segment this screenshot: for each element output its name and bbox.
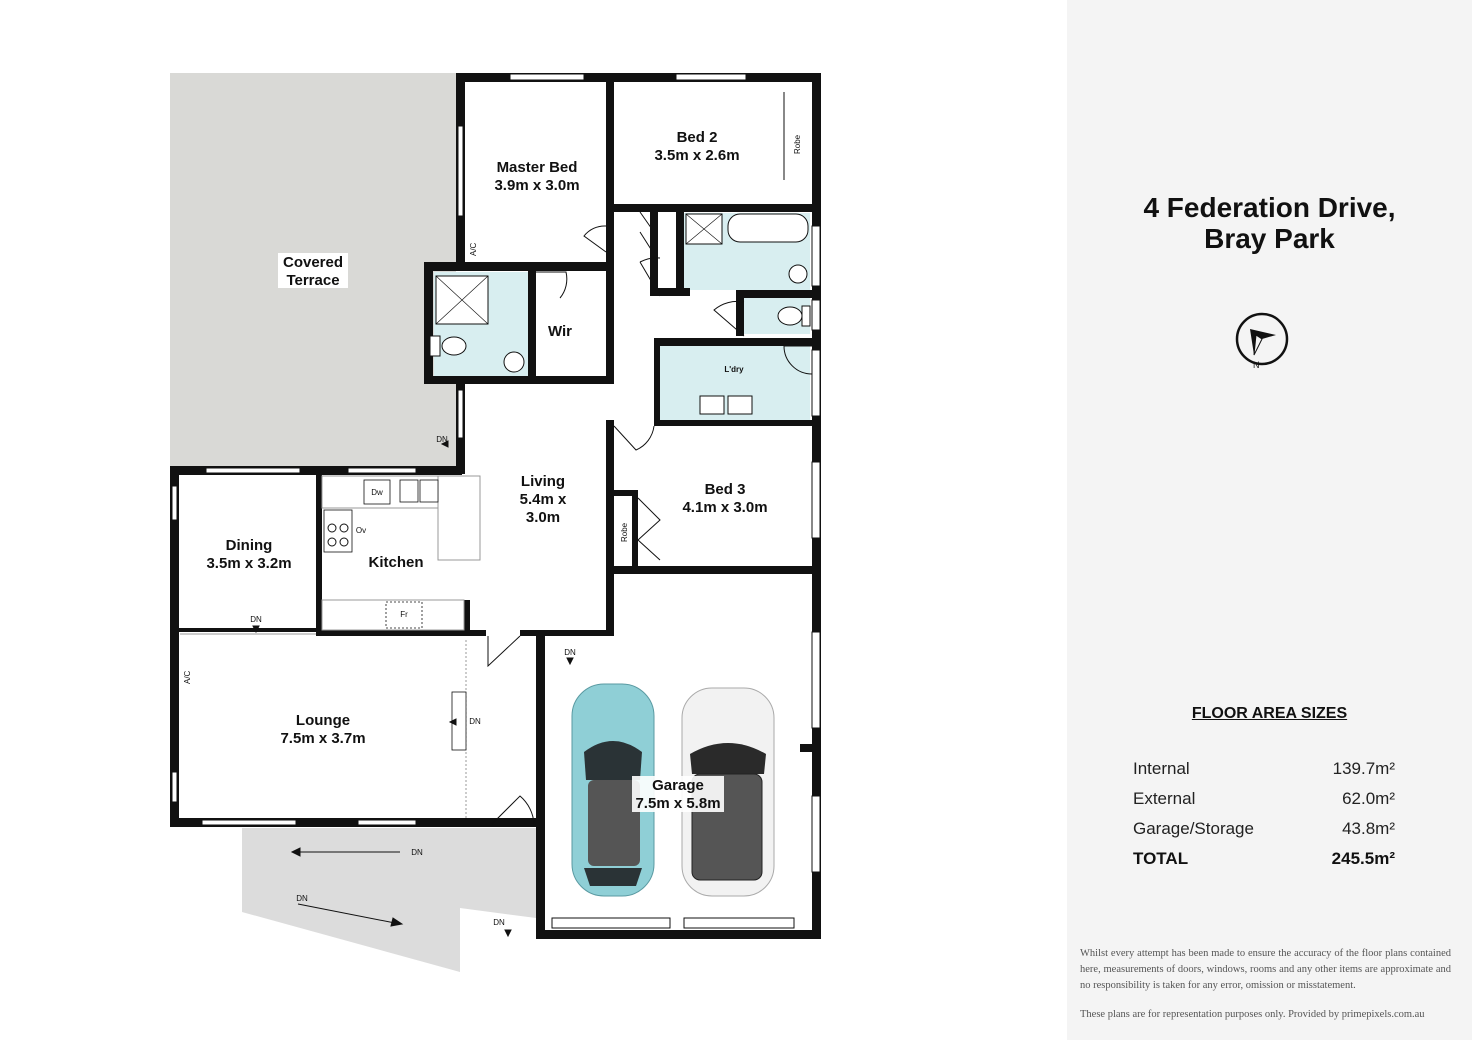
address-line-2: Bray Park [1204, 223, 1335, 254]
bed2-dims: 3.5m x 2.6m [654, 147, 740, 164]
robe-label-bed3: Robe [620, 522, 629, 542]
ac-label-lounge: A/C [183, 670, 192, 684]
property-address [1067, 192, 1472, 254]
dining-dims: 3.5m x 3.2m [206, 555, 292, 572]
dn-garage: DN [564, 648, 576, 657]
dining-label: Dining [225, 537, 273, 554]
master-bed-label: Master Bed [496, 159, 578, 176]
front-steps [242, 828, 536, 972]
area-label: Internal [1133, 759, 1190, 778]
disclaimer-text: Whilst every attempt has been made to ensure the accuracy of the floor plans contained here, measurements of doors, windows, rooms and any other items are approximate and no responsibility is taken for any error, omission or misstatement. [1080, 948, 1451, 991]
wir-label: Wir [547, 323, 573, 340]
garage-dims: 7.5m x 5.8m [635, 795, 721, 812]
kitchen-label: Kitchen [368, 554, 424, 571]
terrace-label-1: Covered [282, 254, 344, 271]
living-label-2: 5.4m x [519, 491, 567, 508]
bed3-dims: 4.1m x 3.0m [682, 499, 768, 516]
dn-front-2: DN [296, 894, 308, 903]
area-row-garage [1133, 819, 1395, 843]
area-value: 62.0m² [1342, 789, 1395, 808]
living-label-1: Living [520, 473, 566, 490]
area-value: 139.7m² [1332, 759, 1395, 778]
living-label-3: 3.0m [525, 509, 561, 526]
address-line-1: 4 Federation Drive, [1143, 192, 1396, 223]
north-compass-icon [1232, 311, 1292, 371]
area-label: Garage/Storage [1133, 819, 1254, 838]
lounge-dims: 7.5m x 3.7m [280, 730, 366, 747]
floor-area-title: FLOOR AREA SIZES [1191, 705, 1348, 722]
total-label: TOTAL [1133, 849, 1189, 868]
garage-post [800, 744, 812, 752]
compass-north-letter: N [1253, 360, 1260, 370]
area-value: 43.8m² [1342, 819, 1395, 838]
dn-lounge: DN [469, 717, 481, 726]
credits-text: These plans are for representation purposes only. Provided by primepixels.com.au [1080, 1009, 1425, 1020]
oven-label: Ov [355, 526, 367, 535]
dishwasher-label: Dw [371, 488, 383, 497]
dn-front-1: DN [411, 848, 423, 857]
area-row-external [1133, 789, 1395, 813]
kitchen-fixtures [322, 476, 480, 630]
lounge-label: Lounge [295, 712, 351, 729]
garage-label: Garage [652, 777, 704, 794]
bed3-label: Bed 3 [704, 481, 746, 498]
robe-label-bed2: Robe [793, 134, 802, 154]
area-label: External [1133, 789, 1196, 808]
fridge-label: Fr [400, 610, 408, 619]
total-value: 245.5m² [1331, 849, 1395, 868]
ac-label-master: A/C [469, 242, 478, 256]
master-bed-dims: 3.9m x 3.0m [494, 177, 580, 194]
area-row-internal [1133, 759, 1395, 783]
terrace-label-2: Terrace [286, 272, 340, 289]
dn-terrace: DN [436, 435, 448, 444]
bed2-label: Bed 2 [676, 129, 718, 146]
dn-side: DN [493, 918, 505, 927]
dn-dining: DN [250, 615, 262, 624]
info-panel [1067, 0, 1472, 1040]
area-row-total [1133, 849, 1395, 873]
laundry-label: L'dry [724, 365, 744, 374]
